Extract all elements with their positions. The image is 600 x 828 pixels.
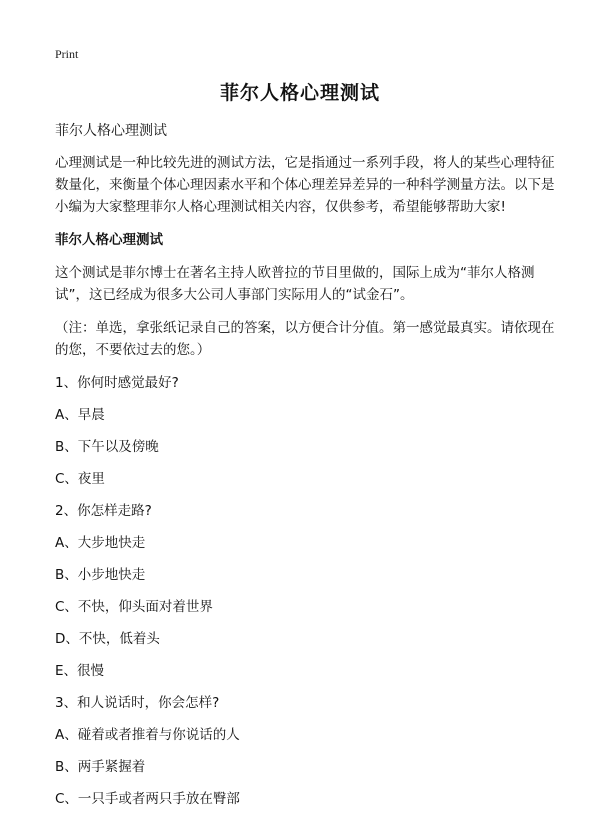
question-3-option-b: B、两手紧握着 [55,759,146,775]
document-body [55,120,555,820]
question-3-option-a: A、碰着或者推着与你说话的人 [55,727,240,743]
question-2-option-a: A、大步地快走 [55,535,146,551]
intro-paragraph: 心理测试是一种比较先进的测试方法，它是指通过一系列手段，将人的某些心理特征数量化，来衡量个体心理因素水平和个体心理差异差异的一种科学测量方法。以下是小编为大家整理菲尔人格心理测试相关内容，仅供参考，希望能够帮助大家! [55,155,555,215]
question-2-option-c: C、不快，仰头面对着世界 [55,599,213,615]
page-title: 菲尔人格心理测试 [219,82,380,104]
question-2: 2、你怎样走路? [55,503,152,519]
question-1-option-c: C、夜里 [55,471,105,487]
section-heading: 菲尔人格心理测试 [55,232,163,248]
section-description: 这个测试是菲尔博士在著名主持人欧普拉的节目里做的，国际上成为“菲尔人格测试”，这已经成为很多大公司人事部门实际用人的“试金石”。 [55,265,535,303]
intro-subtitle: 菲尔人格心理测试 [55,123,167,139]
section-note: （注：单选，拿张纸记录自己的答案，以方便合计分值。第一感觉最真实。请依现在的您，不要依过去的您。） [55,320,555,358]
question-1: 1、你何时感觉最好? [55,375,179,391]
question-3-option-c: C、一只手或者两只手放在臀部 [55,791,240,807]
question-3: 3、和人说话时，你会怎样? [55,695,220,711]
print-label: Print [55,47,79,61]
question-1-option-a: A、早晨 [55,407,105,423]
question-1-option-b: B、下午以及傍晚 [55,439,159,455]
question-2-option-e: E、很慢 [55,663,105,679]
question-2-option-b: B、小步地快走 [55,567,146,583]
question-2-option-d: D、不快，低着头 [55,631,160,647]
